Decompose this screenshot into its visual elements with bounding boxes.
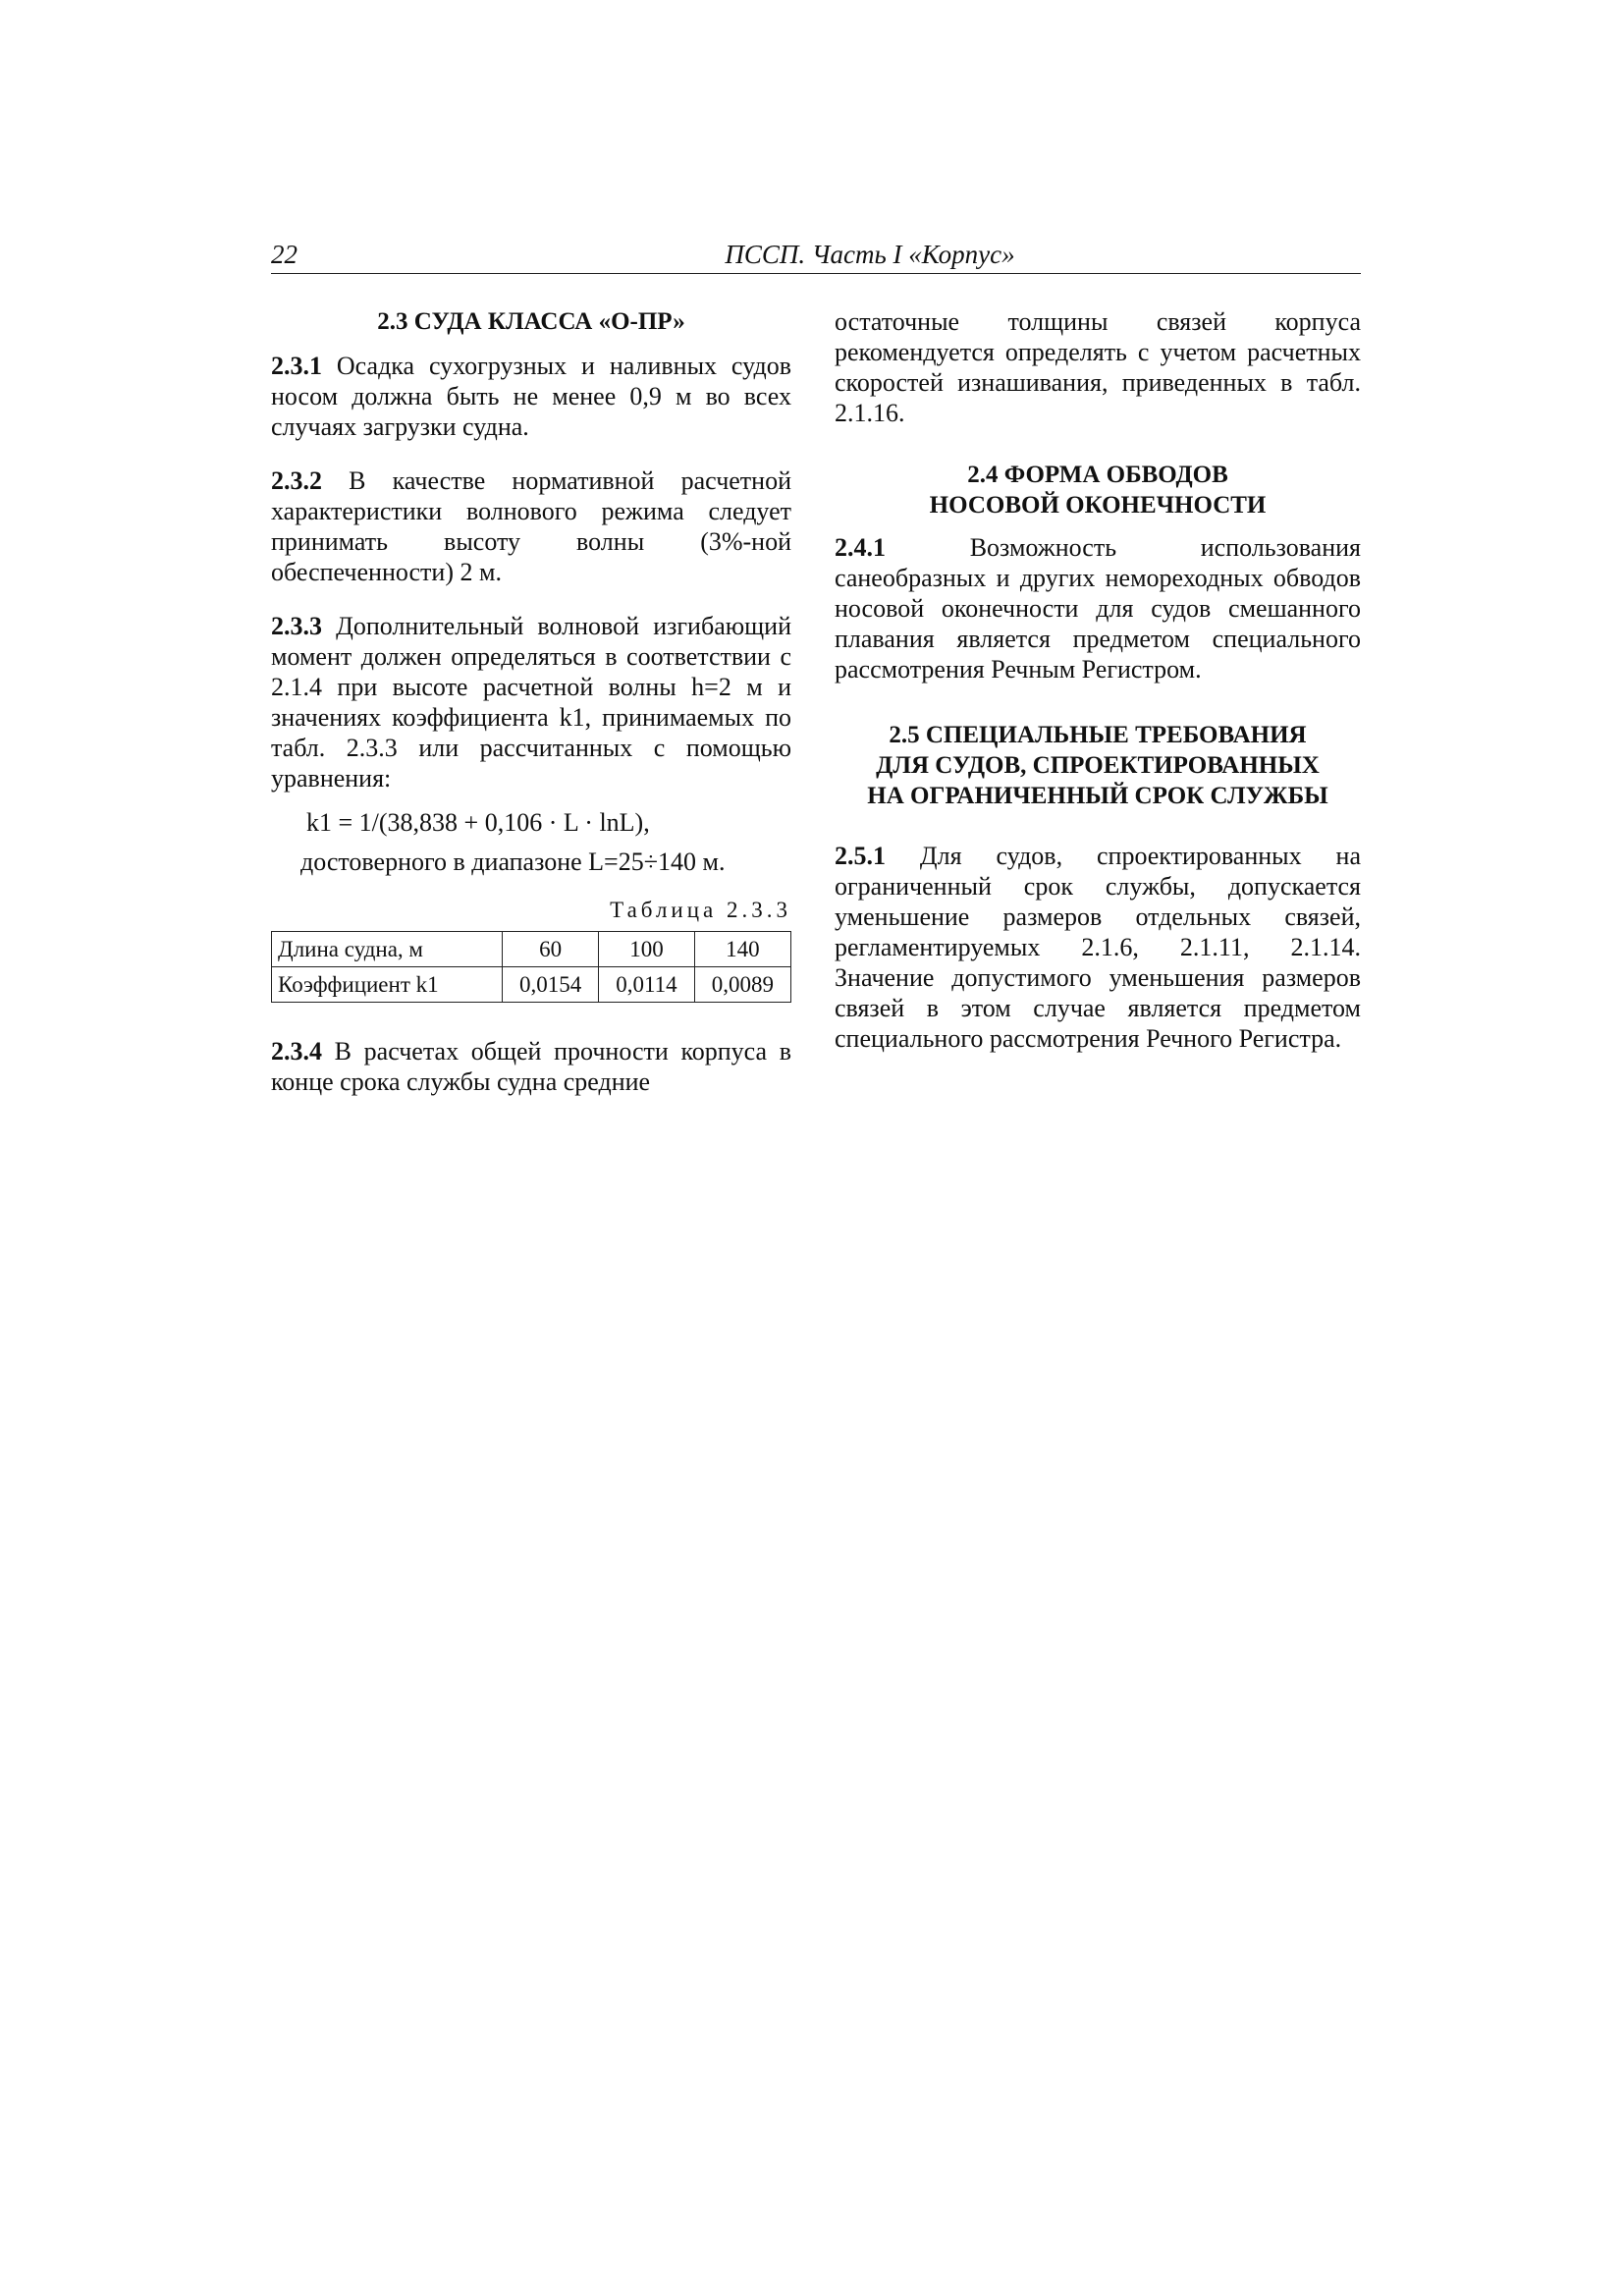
paragraph-2-3-1 bbox=[271, 351, 791, 442]
paragraph-text: Для судов, спроектированных на ограниченный срок службы, допускается уменьшение размеров отдельных связей, регламентируемых 2.1.6, 2.1.11, 2.1.14. Значение допустимого уменьшения размеров связей в этом случае является предметом специального рассмотрения Речного Регистра. bbox=[835, 842, 1361, 1053]
paragraph-2-4-1 bbox=[835, 532, 1361, 684]
paragraph-text: Осадка сухогрузных и наливных судов носом должна быть не менее 0,9 м во всех случаях загрузки судна. bbox=[271, 352, 791, 441]
paragraph-continuation: остаточные толщины связей корпуса рекомендуется определять с учетом расчетных скоростей изнашивания, приведенных в табл. 2.1.16. bbox=[835, 307, 1361, 427]
page-header bbox=[271, 240, 1361, 274]
coefficient-table bbox=[271, 931, 791, 1003]
table-cell: 0,0089 bbox=[694, 967, 790, 1003]
right-column bbox=[835, 306, 1361, 1054]
paragraph-2-3-3 bbox=[271, 611, 791, 793]
running-title: ПССП. Часть I «Корпус» bbox=[725, 240, 1015, 269]
formula-range-note: достоверного в диапазоне L=25÷140 м. bbox=[300, 847, 726, 876]
page-number: 22 bbox=[271, 240, 298, 269]
table-caption: Таблица 2.3.3 bbox=[610, 898, 791, 922]
table-row bbox=[272, 967, 791, 1003]
table-cell: 0,0114 bbox=[599, 967, 694, 1003]
left-column bbox=[271, 306, 791, 1097]
table-cell: 100 bbox=[599, 932, 694, 967]
paragraph-number: 2.3.3 bbox=[271, 612, 322, 640]
paragraph-number: 2.3.2 bbox=[271, 466, 322, 495]
table-cell: 60 bbox=[503, 932, 599, 967]
table-row-header: Длина судна, м bbox=[272, 932, 503, 967]
table-cell: 140 bbox=[694, 932, 790, 967]
paragraph-text: В качестве нормативной расчетной характеристики волнового режима следует принимать высоту волны (3%-ной обеспеченности) 2 м. bbox=[271, 466, 791, 586]
paragraph-text: Возможность использования санеобразных и других немореходных обводов носовой оконечности для судов смешанного плавания является предметом специального рассмотрения Речным Регистром. bbox=[835, 533, 1362, 683]
paragraph-number: 2.3.1 bbox=[271, 352, 322, 380]
paragraph-number: 2.3.4 bbox=[271, 1037, 322, 1066]
table-row-header: Коэффициент k1 bbox=[272, 967, 503, 1003]
paragraph-number: 2.4.1 bbox=[835, 533, 886, 562]
section-title-2-3: 2.3 СУДА КЛАССА «О-ПР» bbox=[377, 308, 685, 335]
paragraph-2-3-4 bbox=[271, 1036, 791, 1097]
paragraph-number: 2.5.1 bbox=[835, 842, 886, 870]
section-title-2-5: 2.5 СПЕЦИАЛЬНЫЕ ТРЕБОВАНИЯ ДЛЯ СУДОВ, СПРОЕКТИРОВАННЫХ НА ОГРАНИЧЕННЫЙ СРОК СЛУЖБЫ bbox=[867, 722, 1328, 809]
section-title-2-4: 2.4 ФОРМА ОБВОДОВ НОСОВОЙ ОКОНЕЧНОСТИ bbox=[929, 462, 1267, 519]
paragraph-2-5-1 bbox=[835, 841, 1361, 1054]
paragraph-text: В расчетах общей прочности корпуса в конце срока службы судна средние bbox=[271, 1037, 792, 1096]
paragraph-2-3-2 bbox=[271, 465, 791, 587]
formula-k1: k1 = 1/(38,838 + 0,106 · L · lnL), bbox=[306, 808, 650, 837]
table-row bbox=[272, 932, 791, 967]
paragraph-text: Дополнительный волновой изгибающий момент должен определяться в соответствии с 2.1.4 при высоте расчетной волны h=2 м и значениях коэффициента k1, принимаемых по табл. 2.3.3 или рассчитанных с помощью уравнения: bbox=[271, 612, 792, 793]
table-cell: 0,0154 bbox=[503, 967, 599, 1003]
